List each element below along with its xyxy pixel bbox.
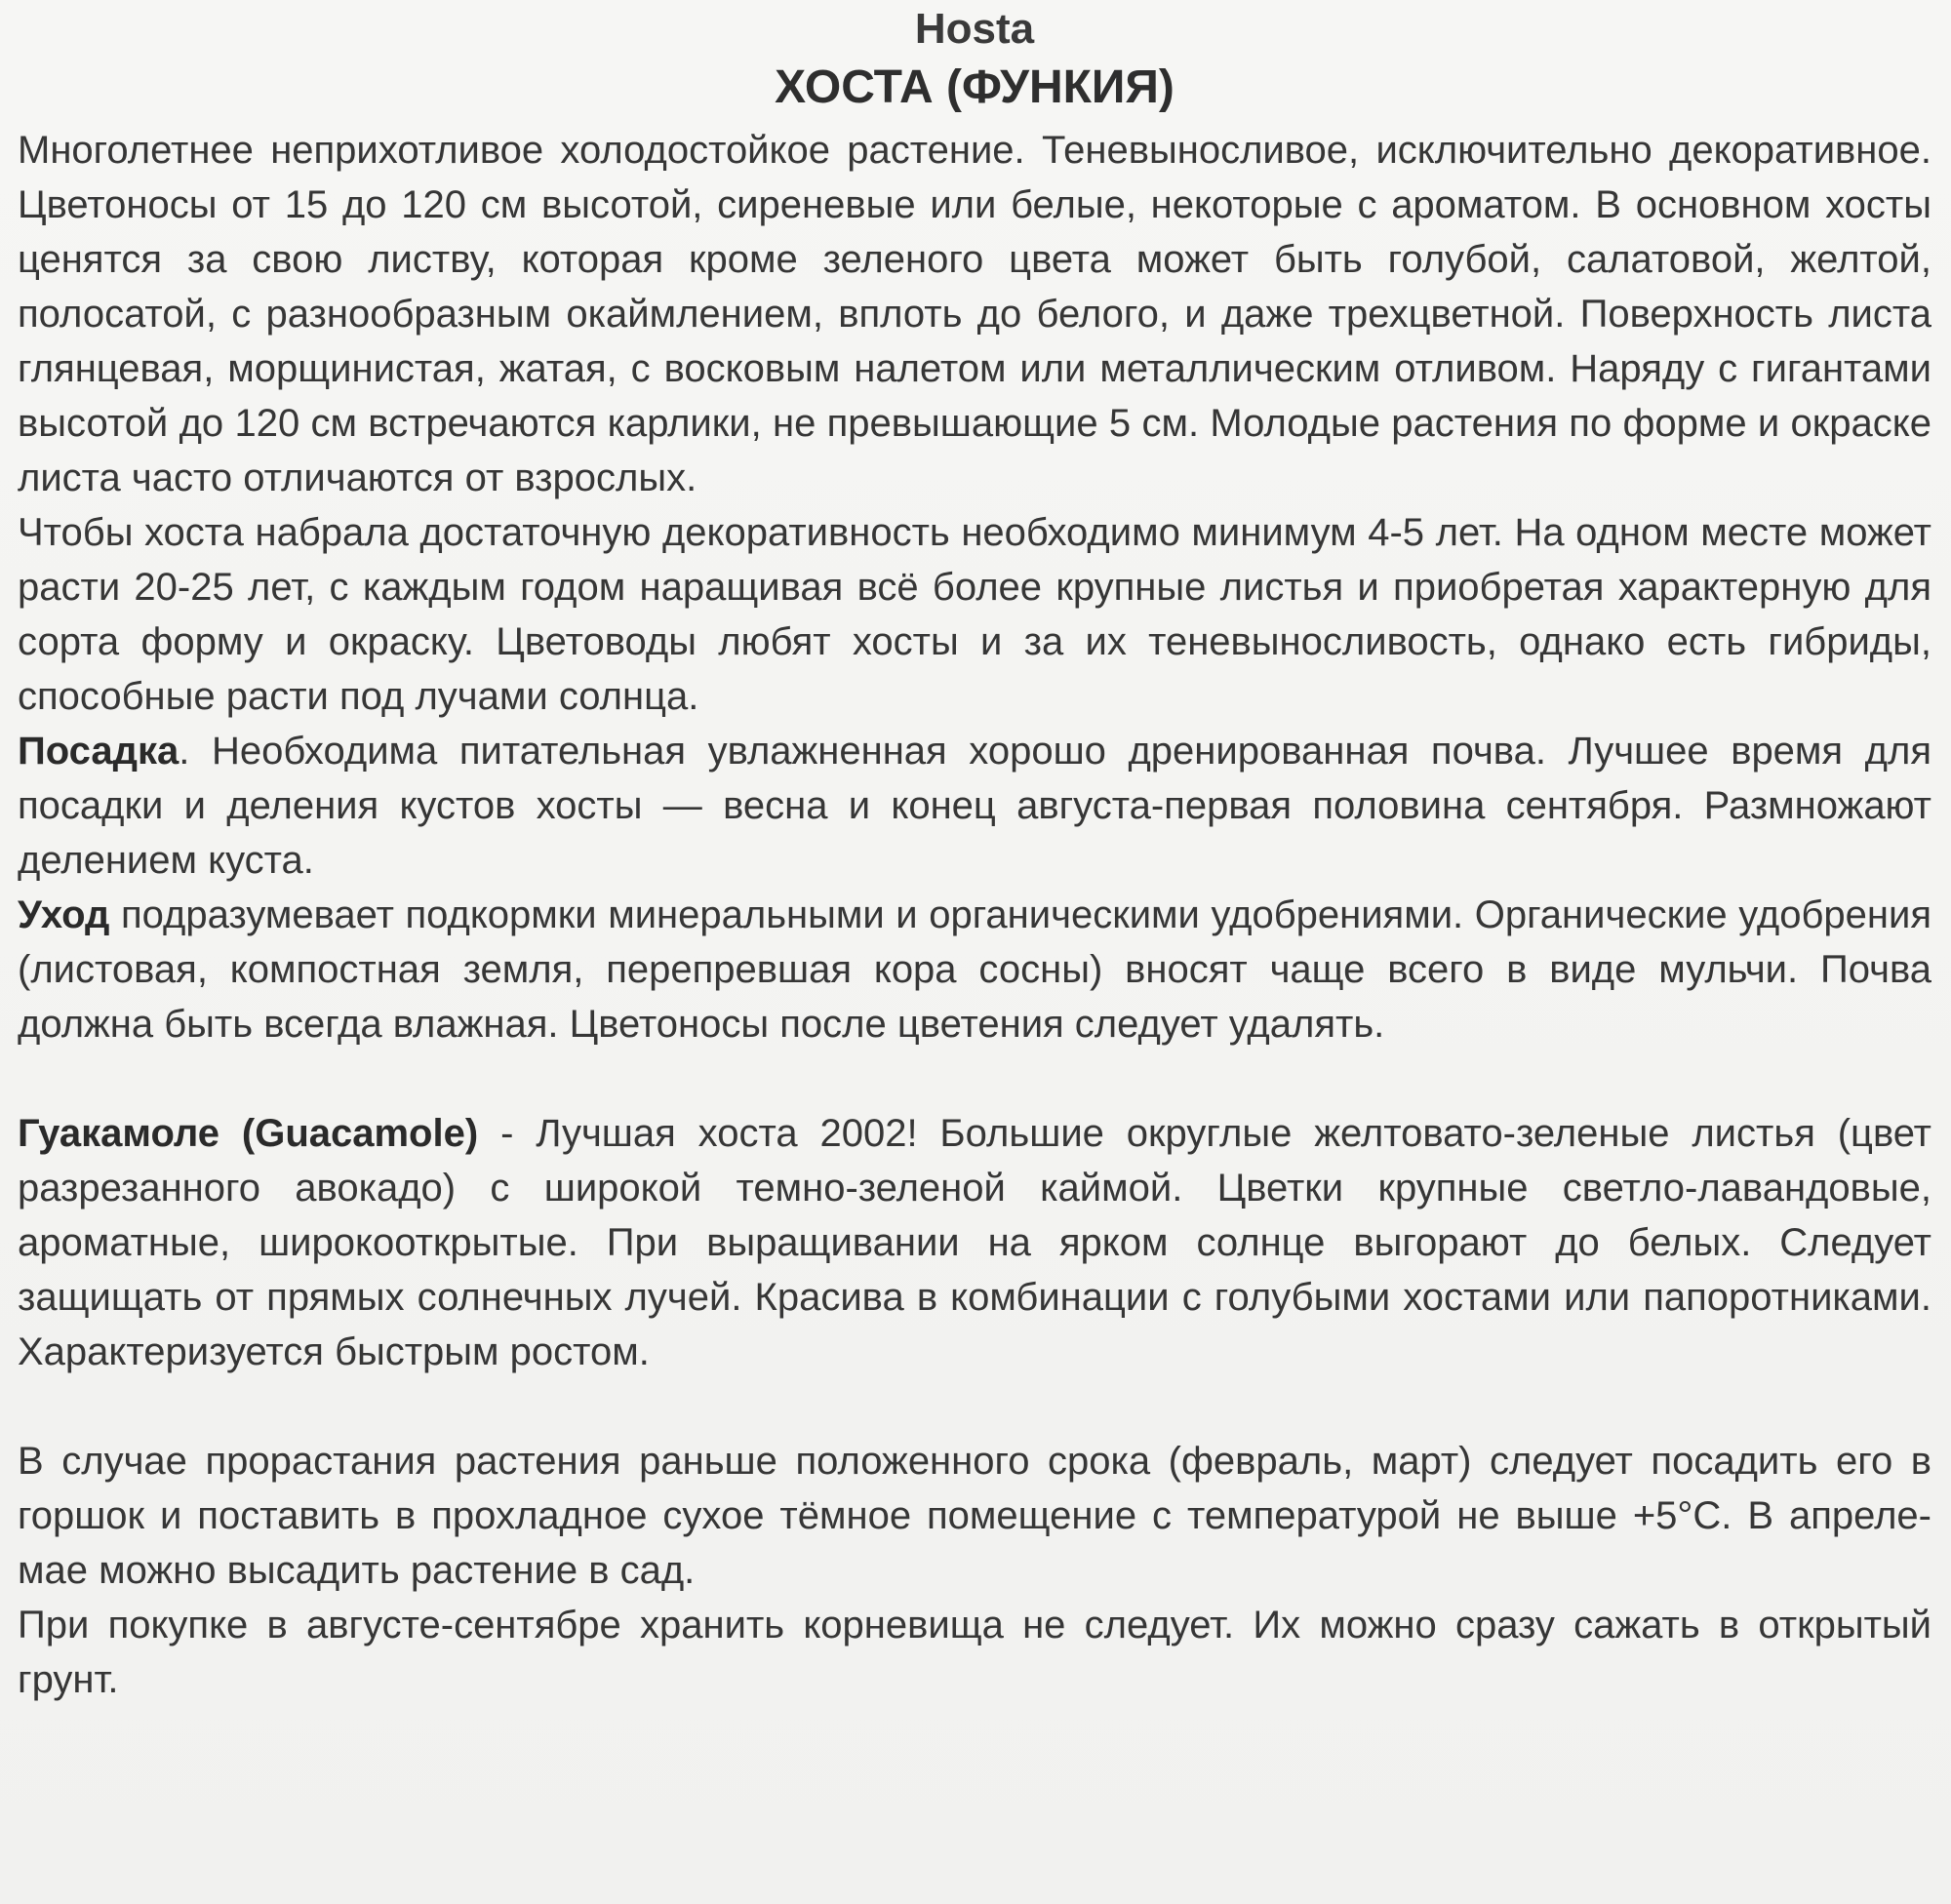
care-paragraph <box>18 888 1931 1051</box>
intro-paragraph: Многолетнее неприхотливое холодостойкое растение. Теневыносливое, исключительно декоративное. Цветоносы от 15 до 120 см высотой, сиреневые или белые, некоторые с ароматом. В основном хосты ценятся за свою листву, которая кроме зеленого цвета может быть голубой, салатовой, желтой, полосатой, с разнообразным окаймлением, вплоть до белого, и даже трехцветной. Поверхность листа глянцевая, морщинистая, жатая, с восковым налетом или металлическим отливом. Наряду с гигантами высотой до 120 см встречаются карлики, не превышающие 5 см. Молодые растения по форме и окраске листа часто отличаются от взрослых. <box>18 129 1931 499</box>
variety-paragraph <box>18 1106 1931 1379</box>
variety-label: Гуакамоле (Guacamole) <box>18 1112 479 1155</box>
planting-text: . Необходима питательная увлажненная хорошо дренированная почва. Лучшее время для посадки и деления кустов хосты — весна и конец августа-первая половина сентября. Размножают делением куста. <box>18 730 1931 882</box>
care-text: подразумевает подкормки минеральными и органическими удобрениями. Органические удобрения (листовая, компостная земля, перепревшая кора сосны) вносят чаще всего в виде мульчи. Почва должна быть всегда влажная. Цветоносы после цветения следует удалять. <box>18 893 1931 1046</box>
planting-paragraph <box>18 724 1931 888</box>
spacer <box>18 1051 1931 1106</box>
title-latin: Hosta <box>914 5 1035 53</box>
storage-late-paragraph: При покупке в августе-сентябре хранить корневища не следует. Их можно сразу сажать в открытый грунт. <box>18 1604 1931 1701</box>
variety-text: - Лучшая хоста 2002! Большие округлые желтовато-зеленые листья (цвет разрезанного авокадо) с широкой темно-зеленой каймой. Цветки крупные светло-лавандовые, ароматные, широкооткрытые. При выращивании на ярком солнце выгорают до белых. Следует защищать от прямых солнечных лучей. Красива в комбинации с голубыми хостами или папоротниками. Характеризуется быстрым ростом. <box>18 1112 1931 1373</box>
care-label: Уход <box>18 893 110 936</box>
title-russian: ХОСТА (ФУНКИЯ) <box>775 61 1175 113</box>
storage-early-paragraph: В случае прорастания растения раньше положенного срока (февраль, март) следует посадить его в горшок и поставить в прохладное сухое тёмное помещение с температурой не выше +5°С. В апреле-мае можно высадить растение в сад. <box>18 1440 1931 1592</box>
decorative-paragraph: Чтобы хоста набрала достаточную декоративность необходимо минимум 4-5 лет. На одном месте может расти 20-25 лет, с каждым годом наращивая всё более крупные листья и приобретая характерную для сорта форму и окраску. Цветоводы любят хосты и за их теневыносливость, однако есть гибриды, способные расти под лучами солнца. <box>18 511 1931 718</box>
planting-label: Посадка <box>18 730 179 773</box>
spacer <box>18 1379 1931 1434</box>
